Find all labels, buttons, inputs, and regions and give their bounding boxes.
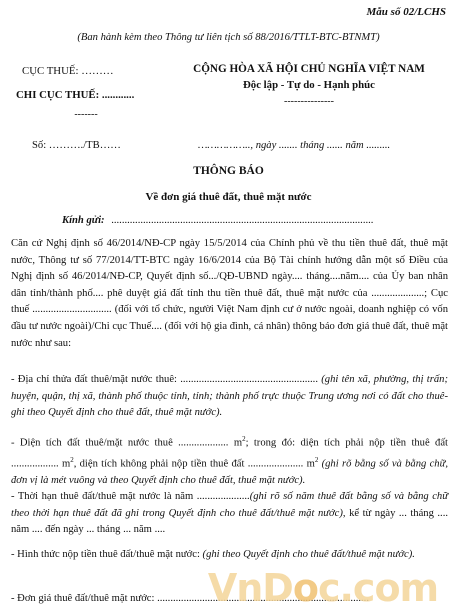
- area-sup-3: 2: [314, 456, 319, 465]
- tax-subdepartment: CHI CỤC THUẾ: ............: [16, 89, 135, 101]
- date-line: …………….., ngày ....... tháng ...... năm .........: [198, 140, 391, 151]
- country-name: CỘNG HÒA XÃ HỘI CHỦ NGHĨA VIỆT NAM: [193, 63, 425, 75]
- payment-paragraph: [11, 547, 448, 564]
- watermark-part-1: VnD: [207, 566, 293, 610]
- term-label: - Thời hạn thuê đất/thuê mặt nước là năm ....................: [11, 491, 250, 502]
- document-subtitle: Về đơn giá thuê đất, thuê mặt nước: [145, 191, 312, 203]
- address-note: (ghi tên xã, phường, thị trấn; huyện, quận, thị xã, thành phố thuộc tỉnh, tỉnh; thành phố trực thuộc Trung ương nơi có đất cho thuê- ghi theo Quyết định cho thuê đất, thuê mặt nước).: [11, 374, 448, 419]
- area-sup-1: 2: [242, 435, 246, 443]
- payment-label: - Hình thức nộp tiền thuê đất/thuê mặt nước:: [11, 549, 203, 560]
- area-note: (ghi rõ bằng số và bằng chữ, đơn vị là mét vuông và theo Quyết định cho thuê đất, thuê mặt nước).: [11, 458, 448, 487]
- document-title: THÔNG BÁO: [193, 165, 264, 177]
- term-paragraph: [11, 489, 448, 539]
- watermark-part-3: c.com: [317, 566, 439, 610]
- intro-paragraph: Căn cứ Nghị định số 46/2014/NĐ-CP ngày 15/5/2014 của Chính phủ về thu tiền thuê đất, thuê mặt nước, Thông tư số 77/2014/TT-BTC ngày 16/6/2014 của Bộ Tài chính hướng dẫn một số Điều của Nghị định số 46/2014/NĐ-CP, Quyết định số.../QĐ-UBND ngày.... tháng....năm.... của Ủy ban nhân dân tỉnh/thành phố.... phê duyệt giá đất tính thu tiền thuê đất, thuê mặt nước của ....................; Cục thuế .............................. (đối với tổ chức, người Việt Nam định cư ở nước ngoài, doanh nghiệp có vốn đầu tư nước ngoài)/Chi cục Thuế.... (đối với hộ gia đình, cá nhân) thông báo đơn giá thuê đất, thuê mặt nước như sau:: [11, 238, 448, 349]
- area-label-1: - Diện tích đất thuê/mặt nước thuê ................... m: [11, 437, 243, 449]
- area-sup-2: 2: [70, 456, 74, 465]
- area-label-3: , diện tích không phải nộp tiền thuê đất ..................... m: [73, 458, 315, 470]
- area-paragraph: [11, 431, 448, 490]
- recipient-dots: ...................................................................................................: [111, 215, 374, 226]
- document-number: Số: ………./TB……: [32, 140, 121, 151]
- tax-department: CỤC THUẾ: ………: [22, 65, 114, 77]
- term-note: (ghi rõ số năm thuê đất bằng số và bằng chữ theo thời hạn thuê đất đã ghi trong Quyết định cho thuê đất/thuê mặt nước): [11, 491, 448, 519]
- vndoc-watermark-logo: [198, 566, 448, 610]
- watermark-part-2: o: [292, 566, 318, 610]
- tax-subdepartment-rule: -------: [74, 109, 98, 120]
- address-paragraph: [11, 372, 448, 422]
- price-line: - Đơn giá thuê đất/thuê mặt nước: ................................................................................: [11, 593, 369, 604]
- form-code: Mẫu số 02/LCHS: [366, 6, 446, 18]
- term-tail: , kể từ ngày ... tháng .... năm .... đến ngày ... tháng ... năm ....: [11, 507, 449, 536]
- payment-note: (ghi theo Quyết định cho thuê đất/thuê mặt nước).: [202, 549, 415, 560]
- issued-note: (Ban hành kèm theo Thông tư liên tịch số 88/2016/TTLT-BTC-BTNMT): [77, 32, 380, 43]
- recipient-line: [62, 215, 373, 226]
- area-label-2: ; trong đó: diện tích phải nộp tiền thuê đất .................. m: [11, 437, 448, 470]
- motto-rule: ---------------: [284, 96, 334, 107]
- address-label: - Địa chỉ thửa đất thuê/mặt nước thuê: ....................................................: [11, 374, 322, 385]
- recipient-label: Kính gửi:: [62, 215, 105, 226]
- national-motto: Độc lập - Tự do - Hạnh phúc: [243, 79, 375, 91]
